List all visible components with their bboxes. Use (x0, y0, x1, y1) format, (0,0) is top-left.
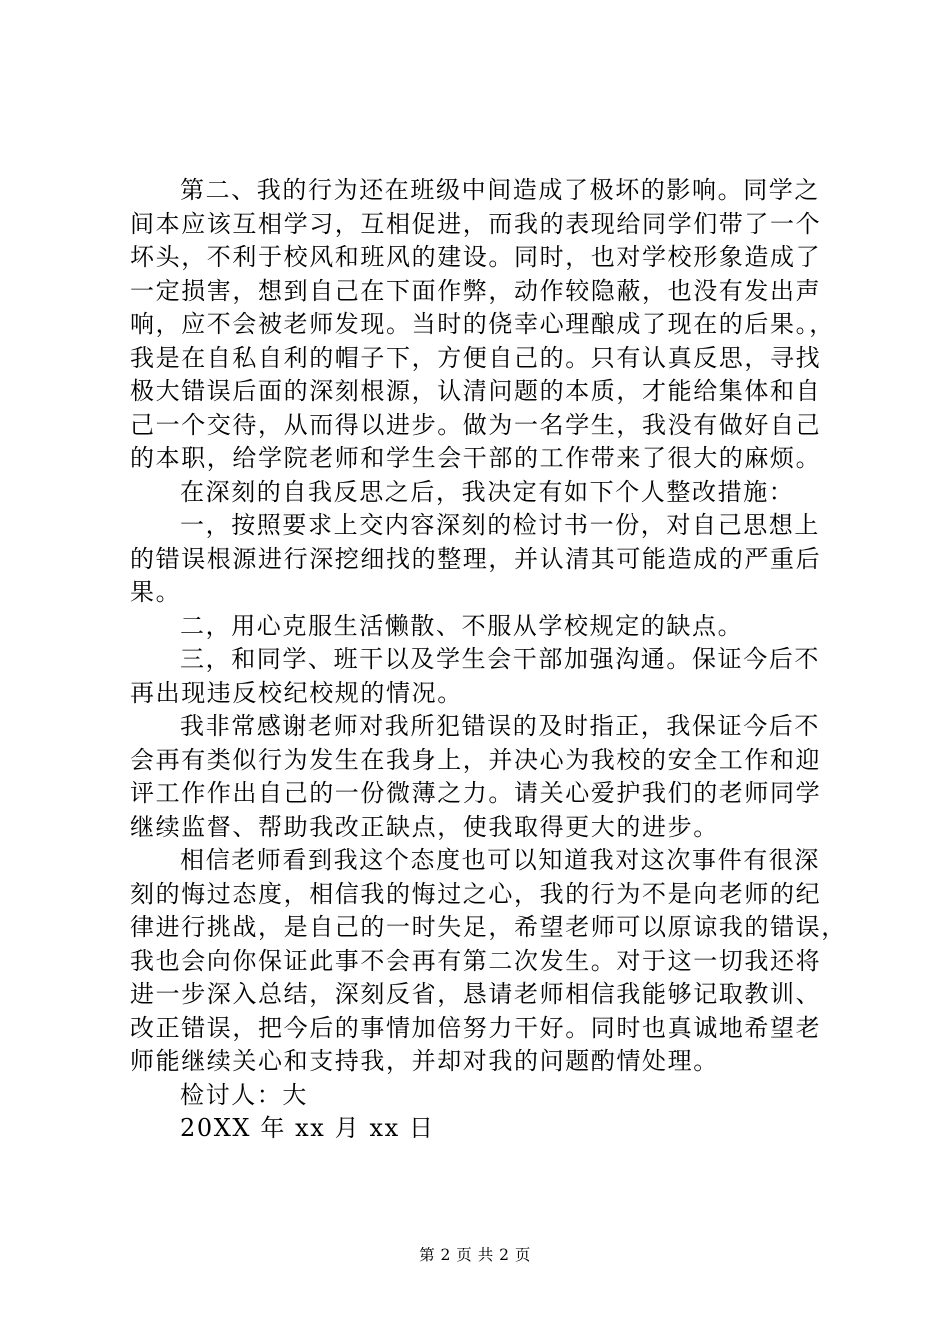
page-footer (0, 1243, 950, 1265)
paragraph-line: 的错误根源进行深挖细找的整理，并认清其可能造成的严重后 (130, 544, 822, 573)
paragraph-line: 律进行挑战，是自己的一时失足，希望老师可以原谅我的错误， (130, 913, 847, 941)
paragraph-line: 己一个交待，从而得以进步。做为一名学生，我没有做好自己 (130, 410, 822, 439)
paragraph-line: 三，和同学、班干以及学生会干部加强沟通。保证今后不 (180, 645, 820, 673)
paragraph-line: 第二、我的行为还在班级中间造成了极坏的影响。同学之 (180, 176, 820, 204)
paragraph-line: 二，用心克服生活懒散、不服从学校规定的缺点。 (180, 611, 744, 640)
paragraph-line: 继续监督、帮助我改正缺点，使我取得更大的进步。 (130, 812, 719, 841)
paragraph-line: 的本职，给学院老师和学生会干部的工作带来了很大的麻烦。 (130, 444, 822, 472)
paragraph-line: 我非常感谢老师对我所犯错误的及时指正，我保证今后不 (180, 712, 820, 740)
paragraph-line: 坏头，不利于校风和班风的建设。同时，也对学校形象造成了 (130, 243, 822, 271)
paragraph-line: 果。 (130, 578, 182, 606)
signature-line: 检讨人：大 (180, 1080, 308, 1109)
paragraph-line: 在深刻的自我反思之后，我决定有如下个人整改措施： (180, 477, 795, 506)
paragraph-line: 相信老师看到我这个态度也可以知道我对这次事件有很深 (180, 846, 820, 874)
paragraph-line: 刻的悔过态度，相信我的悔过之心，我的行为不是向老师的纪 (130, 879, 822, 908)
paragraph-line: 师能继续关心和支持我，并却对我的问题酌情处理。 (130, 1047, 719, 1075)
paragraph-line: 评工作作出自己的一份微薄之力。请关心爱护我们的老师同学 (130, 779, 822, 807)
paragraph-line: 极大错误后面的深刻根源，认清问题的本质，才能给集体和自 (130, 377, 822, 405)
page-number: 第 2 页 共 2 页 (419, 1246, 531, 1264)
paragraph-line: 一，按照要求上交内容深刻的检讨书一份，对自己思想上 (180, 511, 820, 539)
paragraph-line: 改正错误，把今后的事情加倍努力干好。同时也真诚地希望老 (130, 1013, 822, 1042)
paragraph-line: 再出现违反校纪校规的情况。 (130, 678, 463, 707)
document-body (130, 174, 847, 1146)
paragraph-line: 一定损害，想到自己在下面作弊，动作较隐蔽，也没有发出声 (130, 276, 822, 305)
paragraph-line: 响，应不会被老师发现。当时的侥幸心理酿成了现在的后果。， (130, 310, 835, 338)
paragraph-line: 会再有类似行为发生在我身上，并决心为我校的安全工作和迎 (130, 745, 822, 774)
paragraph-line: 间本应该互相学习，互相促进，而我的表现给同学们带了一个 (130, 209, 822, 238)
paragraph-line: 我是在自私自利的帽子下，方便自己的。只有认真反思，寻找 (130, 343, 822, 372)
paragraph-line: 进一步深入总结，深刻反省，恳请老师相信我能够记取教训、 (130, 980, 822, 1008)
paragraph-line: 我也会向你保证此事不会再有第二次发生。对于这一切我还将 (130, 946, 822, 975)
date-line: 20XX 年 xx 月 xx 日 (180, 1114, 435, 1142)
